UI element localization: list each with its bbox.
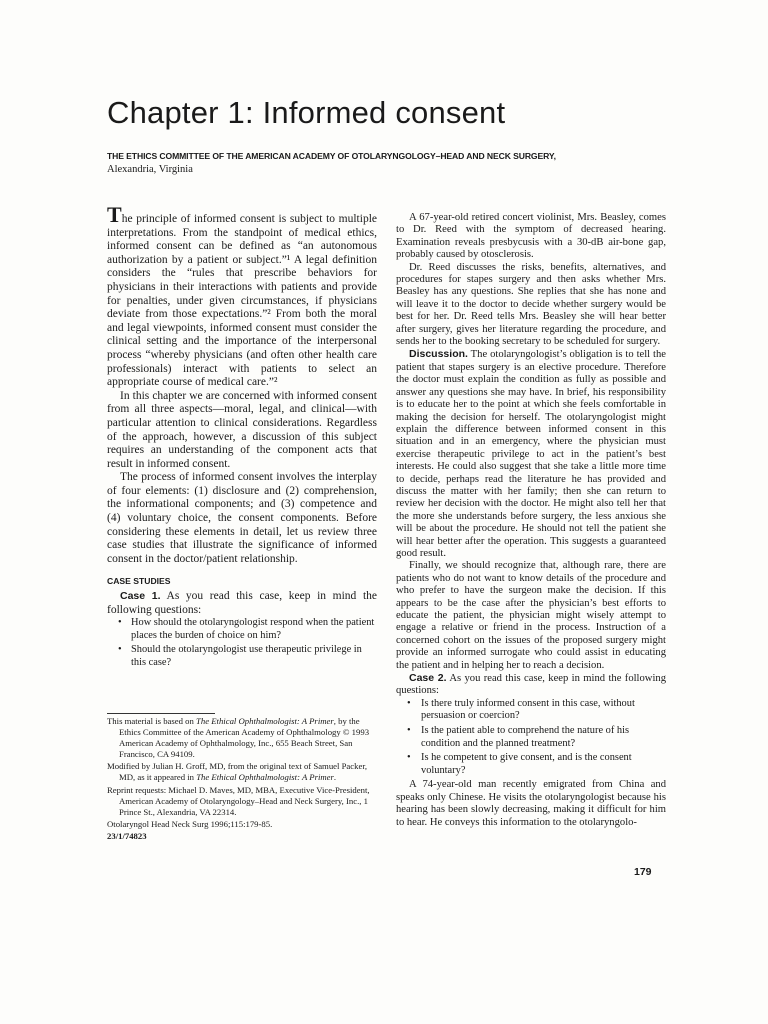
list-item: • How should the otolaryngologist respond when the patient places the burden of choice on him? [107, 617, 377, 642]
footnote: Reprint requests: Michael D. Maves, MD, MBA, Executive Vice-President, American Academy of Otolaryngology–Head and Neck Surgery, Inc., 1 Prince St., Alexandria, VA 22314. [107, 784, 370, 817]
body-paragraph: The process of informed consent involves the interplay of four elements: (1) disclosure and (2) comprehension, the informational components; and (3) competence and (4) voluntary choice, the consent components. Before considering these elements in detail, let us review three case studies that illustrate the significance of informed consent in the doctor/patient relationship. [107, 471, 377, 565]
case1-label: Case 1. [120, 590, 161, 603]
case2-intro [396, 672, 666, 698]
footnote: 23/1/74823 [107, 830, 147, 841]
footnote: Otolaryngol Head Neck Surg 1996;115:179-85. [107, 818, 273, 829]
case2-label: Case 2. [409, 672, 447, 685]
body-paragraph: Finally, we should recognize that, although rare, there are patients who do not want to know details of the procedure and who prefer to have the surgeon make the decision. If this appears to be the case after the physician’s best efforts to educate the patient, the physician might wisely attempt to engage a relative or friend in the process. Instruction of a concerned cohort on the issues of the proposed surgery might provide an informed surrogate who could assist in educating the patient and in helping her to reach a decision. [396, 560, 666, 671]
body-paragraph: A 74-year-old man recently emigrated from China and speaks only Chinese. He visits the otolaryngologist because his hearing has been slowly decreasing, making it difficult for him to hear. He conveys this information to the otolaryngolo- [396, 779, 666, 828]
right-column [396, 212, 666, 829]
body-paragraph: Dr. Reed discusses the risks, benefits, alternatives, and procedures for stapes surgery and then asks whether Mrs. Beasley has any questions. She replies that she has none and will leave it to the doctor to decide whether surgery would be best for her. Dr. Reed tells Mrs. Beasley she will hear better after surgery, gives her literature regarding the procedure, and sends her to the booking secretary to be scheduled for surgery. [396, 261, 666, 348]
case1-questions [107, 617, 377, 669]
drop-cap: T [107, 202, 122, 227]
page-number: 179 [634, 866, 652, 878]
list-item: • Is there truly informed consent in this case, without persuasion or coercion? [396, 698, 666, 723]
footnote: This material is based on The Ethical Ophthalmologist: A Primer, by the Ethics Committee of the American Academy of Ophthalmology © 1993 American Academy of Ophthalmology, Inc., 655 Beach Street, San Francisco, CA 94109. [107, 716, 370, 760]
chapter-title: Chapter 1: Informed consent [107, 95, 506, 130]
list-item: • Should the otolaryngologist use therapeutic privilege in this case? [107, 644, 377, 669]
discussion-text: The otolaryngologist’s obligation is to tell the patient that stapes surgery is an elective procedure. Therefore the doctor must explain the condition as fully as possible and answer any questions she may have. In brief, his responsibility is to educate her to the point at which she feels comfortable in making the decision for herself. The otolaryngologist might explain the difference between informed consent in this situation and in an emergency, where the physician must exercise therapeutic privilege to act in the patient’s best interests. He could also suggest that she take a little more time to decide, perhaps read the literature he has provided and discuss the matter with her family; then she can return to review her decision with the doctor. He might also tell her that the more she understands before surgery, the less anxious she will be about the procedure. He should not tell the patient she will hear better after the operation. This suggests a guaranteed good result. [396, 349, 666, 559]
case1-intro [107, 590, 377, 617]
author-line: THE ETHICS COMMITTEE OF THE AMERICAN ACADEMY OF OTOLARYNGOLOGY–HEAD AND NECK SURGERY, [107, 151, 556, 161]
list-item: • Is he competent to give consent, and is the consent voluntary? [396, 752, 666, 777]
intro-paragraph [107, 202, 377, 390]
case1-text: As you read this case, keep in mind the following questions: [107, 590, 377, 616]
section-heading: CASE STUDIES [107, 576, 171, 587]
intro-text: he principle of informed consent is subject to multiple interpretations. From the standpoint of medical ethics, informed consent can be defined as “an autonomous authorization by a patient or subject.”¹ A legal definition considers the “rules that prescribe behaviors for physicians in their interactions with patients and provide for penalties, under given circumstances, if physicians deviate from those expectations.”² From both the moral and legal viewpoints, informed consent must consider the clinical setting and the importance of the interpersonal process “whereby physicians (and often other health care professionals) interact with patients to select an appropriate course of medical care.”² [107, 213, 377, 389]
discussion-label: Discussion. [409, 348, 468, 361]
case2-text: As you read this case, keep in mind the following questions: [396, 673, 666, 697]
body-paragraph: In this chapter we are concerned with informed consent from all three aspects—moral, legal, and clinical—with particular attention to clinical considerations. Regardless of the approach, however, a discussion of this subject requires an understanding of the component acts that result in informed consent. [107, 389, 377, 470]
footnote-divider [107, 713, 215, 714]
footnotes [107, 716, 377, 843]
discussion-paragraph [396, 348, 666, 560]
left-column [107, 202, 377, 672]
body-paragraph: A 67-year-old retired concert violinist, Mrs. Beasley, comes to Dr. Reed with the symptom of decreased hearing. Examination reveals presbycusis with a 30-dB air-bone gap, probably caused by otosclerosis. [396, 212, 666, 261]
list-item: • Is the patient able to comprehend the nature of his condition and the planned treatment? [396, 725, 666, 750]
case2-questions [396, 698, 666, 778]
footnote: Modified by Julian H. Groff, MD, from the original text of Samuel Packer, MD, as it appeared in The Ethical Ophthalmologist: A Primer. [107, 761, 368, 783]
author-location: Alexandria, Virginia [107, 164, 193, 175]
